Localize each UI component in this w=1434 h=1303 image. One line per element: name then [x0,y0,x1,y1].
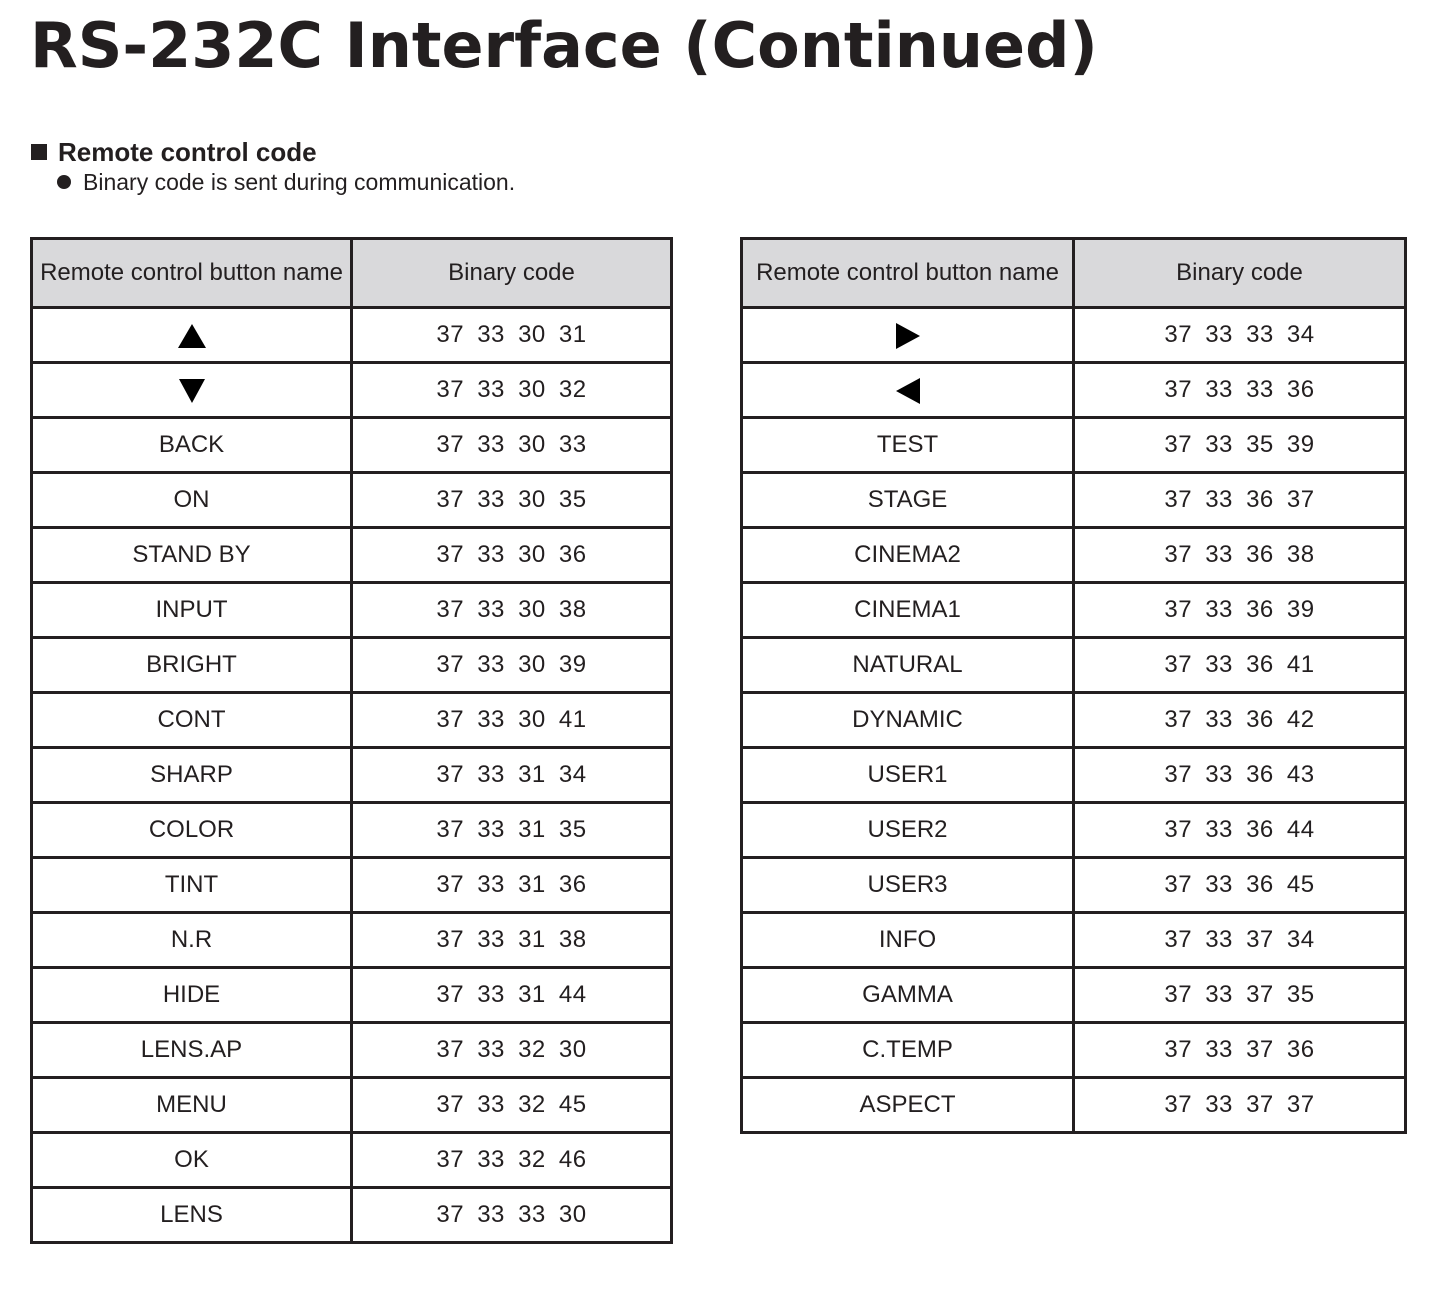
right-code-table [740,237,1407,1134]
left-triangle-icon [896,378,920,404]
table-row [742,803,1406,858]
button-name-cell: LENS.AP [32,1023,352,1078]
binary-code-cell: 37 33 30 32 [352,363,672,418]
table-row [32,1078,672,1133]
button-name-cell: GAMMA [742,968,1074,1023]
button-name-cell: BACK [32,418,352,473]
binary-code-cell: 37 33 36 45 [1074,858,1406,913]
button-name-cell: LENS [32,1188,352,1243]
button-name-cell [742,308,1074,363]
table-row [742,638,1406,693]
button-name-cell: USER3 [742,858,1074,913]
binary-code-cell: 37 33 36 37 [1074,473,1406,528]
binary-code-cell: 37 33 30 41 [352,693,672,748]
binary-code-cell: 37 33 32 45 [352,1078,672,1133]
button-name-cell: NATURAL [742,638,1074,693]
binary-code-cell: 37 33 37 35 [1074,968,1406,1023]
binary-code-cell: 37 33 35 39 [1074,418,1406,473]
binary-code-cell: 37 33 31 38 [352,913,672,968]
binary-code-cell: 37 33 32 46 [352,1133,672,1188]
binary-code-cell: 37 33 31 36 [352,858,672,913]
button-name-cell: OK [32,1133,352,1188]
button-name-cell: N.R [32,913,352,968]
button-name-cell [742,363,1074,418]
button-name-cell: ON [32,473,352,528]
table-row [742,858,1406,913]
button-name-cell: CINEMA1 [742,583,1074,638]
binary-code-cell: 37 33 30 38 [352,583,672,638]
column-header-binary-code: Binary code [352,239,672,308]
table-row [742,1023,1406,1078]
button-name-cell: INFO [742,913,1074,968]
table-row [32,1023,672,1078]
binary-code-cell: 37 33 31 44 [352,968,672,1023]
table-row [32,858,672,913]
binary-code-cell: 37 33 33 36 [1074,363,1406,418]
binary-code-cell: 37 33 36 44 [1074,803,1406,858]
right-triangle-icon [896,323,920,349]
button-name-cell: TINT [32,858,352,913]
table-row [742,968,1406,1023]
button-name-cell: ASPECT [742,1078,1074,1133]
up-triangle-icon [178,324,206,348]
button-name-cell: COLOR [32,803,352,858]
binary-code-cell: 37 33 36 39 [1074,583,1406,638]
table-row [32,638,672,693]
button-name-cell: INPUT [32,583,352,638]
table-row [742,528,1406,583]
binary-code-cell: 37 33 30 31 [352,308,672,363]
table-row [32,418,672,473]
section-heading-text: Remote control code [58,136,317,167]
table-row [742,693,1406,748]
binary-code-cell: 37 33 36 43 [1074,748,1406,803]
table-row [32,803,672,858]
right-table-body [742,308,1406,1133]
button-name-cell: MENU [32,1078,352,1133]
table-row [742,913,1406,968]
table-row [742,308,1406,363]
table-row [32,1188,672,1243]
binary-code-cell: 37 33 36 38 [1074,528,1406,583]
binary-code-cell: 37 33 37 37 [1074,1078,1406,1133]
table-row [742,1078,1406,1133]
table-row [742,473,1406,528]
button-name-cell: CINEMA2 [742,528,1074,583]
table-row [32,693,672,748]
table-row [32,308,672,363]
binary-code-cell: 37 33 30 35 [352,473,672,528]
table-row [742,583,1406,638]
button-name-cell: SHARP [32,748,352,803]
table-row [32,528,672,583]
button-name-cell: CONT [32,693,352,748]
page-title: RS-232C Interface (Continued) [30,9,1098,82]
left-code-table [30,237,673,1244]
button-name-cell: HIDE [32,968,352,1023]
button-name-cell: C.TEMP [742,1023,1074,1078]
table-row [32,968,672,1023]
binary-code-cell: 37 33 37 34 [1074,913,1406,968]
note-text: Binary code is sent during communication. [83,168,516,195]
button-name-cell: STAND BY [32,528,352,583]
table-header-row [742,239,1406,308]
table-row [32,748,672,803]
table-row [32,1133,672,1188]
binary-code-cell: 37 33 30 33 [352,418,672,473]
binary-code-cell: 37 33 31 35 [352,803,672,858]
button-name-cell: USER1 [742,748,1074,803]
binary-code-cell: 37 33 30 36 [352,528,672,583]
table-row [742,363,1406,418]
binary-code-cell: 37 33 32 30 [352,1023,672,1078]
table-row [32,913,672,968]
table-row [32,583,672,638]
button-name-cell: STAGE [742,473,1074,528]
table-row [32,363,672,418]
left-table-body [32,308,672,1243]
note [57,167,515,197]
button-name-cell: DYNAMIC [742,693,1074,748]
binary-code-cell: 37 33 36 42 [1074,693,1406,748]
button-name-cell: USER2 [742,803,1074,858]
binary-code-cell: 37 33 30 39 [352,638,672,693]
button-name-cell: BRIGHT [32,638,352,693]
round-bullet-icon [57,175,71,189]
button-name-cell [32,308,352,363]
column-header-binary-code: Binary code [1074,239,1406,308]
square-bullet-icon [31,144,47,160]
button-name-cell [32,363,352,418]
table-row [742,748,1406,803]
binary-code-cell: 37 33 37 36 [1074,1023,1406,1078]
column-header-button-name: Remote control button name [32,239,352,308]
binary-code-cell: 37 33 33 30 [352,1188,672,1243]
binary-code-cell: 37 33 36 41 [1074,638,1406,693]
section-heading [31,136,317,168]
binary-code-cell: 37 33 31 34 [352,748,672,803]
table-header-row [32,239,672,308]
button-name-cell: TEST [742,418,1074,473]
column-header-button-name: Remote control button name [742,239,1074,308]
down-triangle-icon [179,379,205,403]
binary-code-cell: 37 33 33 34 [1074,308,1406,363]
table-row [32,473,672,528]
table-row [742,418,1406,473]
